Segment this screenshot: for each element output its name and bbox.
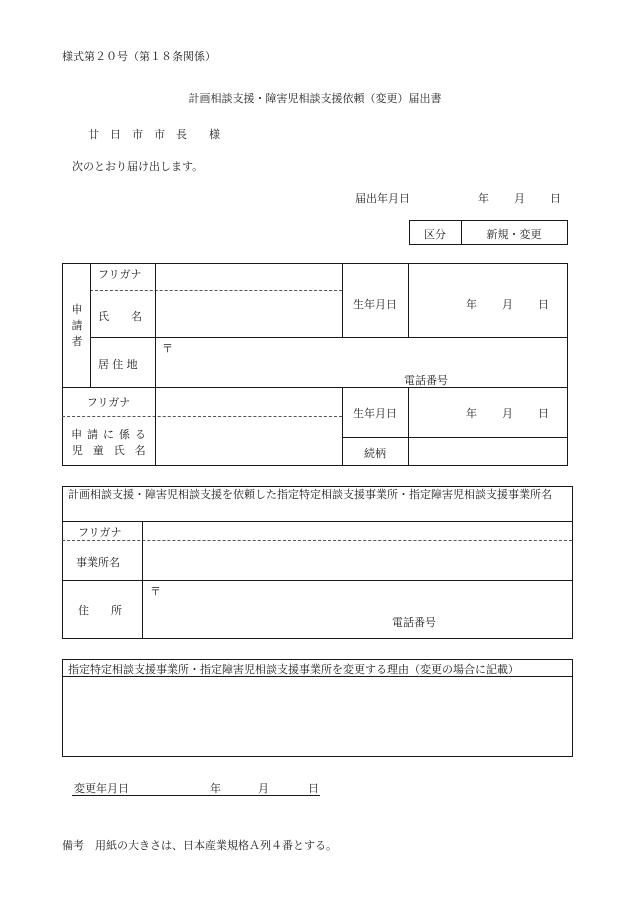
change-date-label: 変更年月日 [74,782,129,795]
submission-day: 日 [550,192,561,205]
office-postal-mark: 〒 [150,585,161,598]
category-label: 区分 [424,228,446,241]
office-name-label: 事業所名 [76,556,120,569]
child-birth-day: 日 [538,407,549,420]
submission-month: 月 [514,192,525,205]
office-address-label: 住 所 [78,604,122,617]
category-value[interactable]: 新規・変更 [486,228,542,241]
child-birth-year: 年 [466,407,477,420]
office-furigana-label: フリガナ [78,526,122,539]
applicant-address-label: 居住地 [98,358,141,371]
form-title: 計画相談支援・障害児相談支援依頼（変更）届出書 [188,92,442,105]
intro-text: 次のとおり届け出します。 [72,160,204,173]
reason-header: 指定特定相談支援事業所・指定障害児相談支援事業所を変更する理由（変更の場合に記載） [68,663,519,676]
applicant-birth-day: 日 [538,298,549,311]
child-birth-month: 月 [502,407,513,420]
applicant-furigana-label: フリガナ [98,268,142,281]
applicant-birthdate-label: 生年月日 [353,298,397,311]
addressee: 廿 日 市 市 長 様 [88,128,220,141]
remarks-note: 備考 用紙の大きさは、日本産業規格Ａ列４番とする。 [62,839,337,852]
child-furigana-label: フリガナ [86,396,131,409]
child-birthdate-label: 生年月日 [353,407,397,420]
applicant-postal-mark: 〒 [162,342,173,355]
change-year: 年 [210,782,221,795]
child-name-label-1: 申請に係る [71,428,151,441]
applicant-group-label: 申請者 [71,303,83,348]
child-relationship-label: 続柄 [364,447,386,460]
applicant-birth-month: 月 [502,298,513,311]
applicant-name-label: 氏 名 [98,310,142,323]
applicant-birth-year: 年 [466,298,477,311]
submission-year: 年 [478,192,489,205]
form-number: 様式第２０号（第１８条関係） [62,50,216,63]
applicant-phone-label: 電話番号 [404,374,448,387]
submission-date-label: 届出年月日 [355,192,410,205]
change-day: 日 [308,782,319,795]
office-phone-label: 電話番号 [392,616,436,629]
office-header: 計画相談支援・障害児相談支援を依頼した指定特定相談支援事業所・指定障害児相談支援事業所名 [68,488,552,501]
change-month: 月 [258,782,269,795]
child-name-label-2: 児童氏名 [71,444,156,457]
